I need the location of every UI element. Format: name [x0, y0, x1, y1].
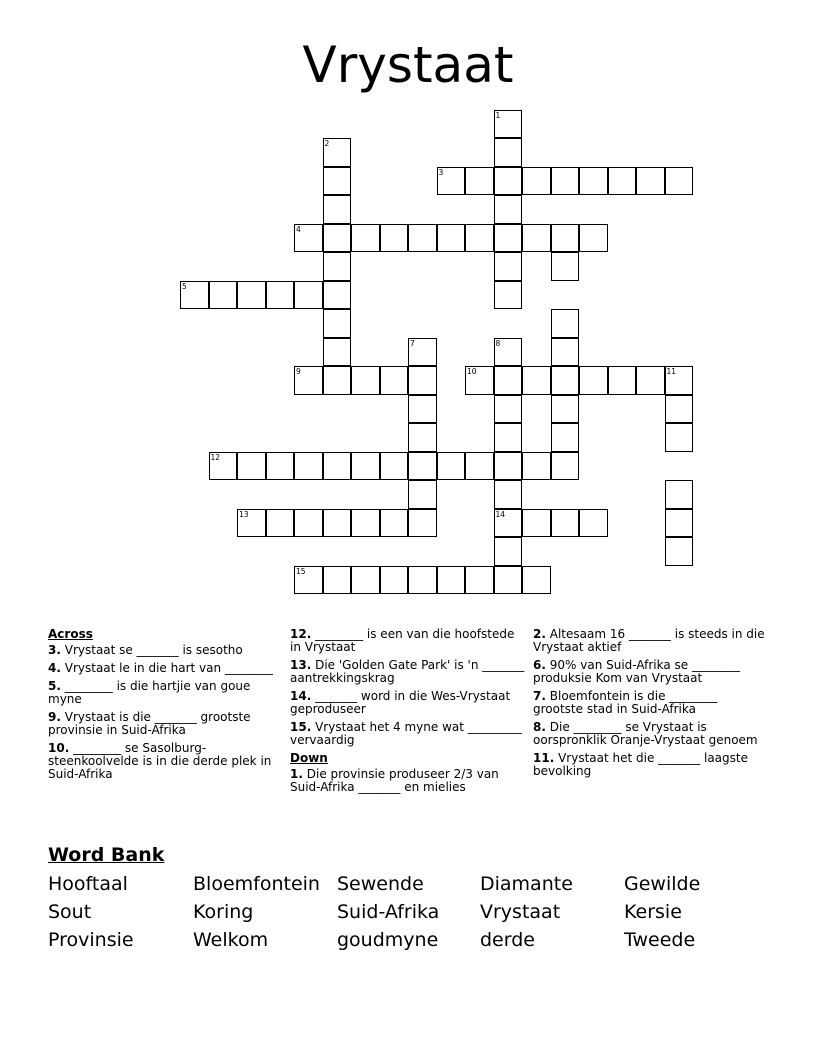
grid-cell[interactable] — [380, 509, 409, 538]
grid-cell[interactable] — [551, 366, 580, 395]
grid-cell[interactable] — [237, 509, 266, 538]
grid-cell[interactable] — [522, 566, 551, 595]
grid-cell[interactable] — [408, 566, 437, 595]
grid-cell[interactable] — [351, 452, 380, 481]
clue-text: Vrystaat het die _______ laagste bevolking — [533, 751, 748, 778]
grid-cell[interactable] — [209, 452, 238, 481]
grid-cell[interactable] — [351, 566, 380, 595]
clue-text: Altesaam 16 _______ is steeds in die Vrystaat aktief — [533, 627, 765, 654]
down-heading: Down — [290, 751, 328, 765]
grid-cell[interactable] — [323, 509, 352, 538]
word-bank-item: Welkom — [193, 929, 269, 951]
cell-number: 8 — [495, 338, 501, 348]
clue-down-6 — [533, 659, 769, 685]
clue-text: ________ se Sasolburg-steenkoolvelde is in die derde plek in Suid-Afrika — [48, 741, 272, 781]
grid-cell[interactable] — [294, 452, 323, 481]
word-bank-item: Bloemfontein — [193, 873, 320, 895]
word-bank-item: Tweede — [624, 929, 696, 951]
grid-cell[interactable] — [437, 566, 466, 595]
clue-text: Vrystaat het 4 myne wat _________ vervaardig — [290, 720, 522, 747]
clue-text: 90% van Suid-Afrika se ________ produksie Kom van Vrystaat — [533, 658, 740, 685]
grid-cell[interactable] — [551, 252, 580, 281]
cell-number: 14 — [495, 509, 506, 519]
grid-cell[interactable] — [323, 566, 352, 595]
grid-cell[interactable] — [494, 167, 523, 196]
word-bank-item: Provinsie — [48, 929, 134, 951]
word-bank-title: Word Bank — [48, 844, 165, 866]
grid-cell[interactable] — [494, 537, 523, 566]
clue-down-7 — [533, 690, 769, 716]
clue-number: 10. — [48, 741, 70, 755]
word-bank-item: Vrystaat — [480, 901, 561, 923]
grid-cell[interactable] — [323, 195, 352, 224]
grid-cell[interactable] — [408, 338, 437, 367]
clue-across-9 — [48, 711, 284, 737]
cell-number: 4 — [296, 224, 301, 234]
grid-cell[interactable] — [437, 167, 466, 196]
grid-cell[interactable] — [665, 167, 694, 196]
clue-number: 2. — [533, 627, 546, 641]
cell-number: 9 — [296, 367, 301, 376]
grid-cell[interactable] — [551, 423, 580, 452]
across-heading: Across — [48, 627, 93, 641]
grid-cell[interactable] — [551, 224, 580, 253]
grid-cell[interactable] — [522, 366, 551, 395]
grid-cell[interactable] — [522, 452, 551, 481]
grid-cell[interactable] — [465, 566, 494, 595]
grid-cell[interactable] — [494, 423, 523, 452]
grid-cell[interactable] — [408, 423, 437, 452]
grid-cell[interactable] — [494, 566, 523, 595]
clue-text: ________ is die hartjie van goue myne — [48, 679, 251, 706]
clue-text: Vrystaat le in die hart van ________ — [64, 661, 273, 675]
grid-cell[interactable] — [408, 452, 437, 481]
word-bank-item: Kersie — [624, 901, 682, 923]
grid-cell[interactable] — [551, 452, 580, 481]
grid-cell[interactable] — [665, 366, 694, 395]
grid-cell[interactable] — [380, 366, 409, 395]
grid-cell[interactable] — [494, 366, 523, 395]
clue-number: 15. — [290, 720, 312, 734]
grid-cell[interactable] — [665, 423, 694, 452]
grid-cell[interactable] — [323, 366, 352, 395]
clue-text: Die ________ se Vrystaat is oorspronklik Oranje-Vrystaat genoem — [533, 720, 758, 747]
clue-number: 1. — [290, 767, 303, 781]
clue-across-12 — [290, 628, 526, 654]
grid-cell[interactable] — [551, 509, 580, 538]
grid-cell[interactable] — [408, 224, 437, 253]
grid-cell[interactable] — [351, 224, 380, 253]
clue-number: 3. — [48, 643, 61, 657]
grid-cell[interactable] — [465, 366, 494, 395]
grid-cell[interactable] — [408, 395, 437, 424]
grid-cell[interactable] — [408, 366, 437, 395]
grid-cell[interactable] — [551, 167, 580, 196]
clue-across-13 — [290, 659, 526, 685]
cell-number: 10 — [467, 367, 477, 376]
grid-cell[interactable] — [323, 309, 352, 338]
grid-cell[interactable] — [351, 509, 380, 538]
grid-cell[interactable] — [522, 224, 551, 253]
grid-cell[interactable] — [551, 309, 580, 338]
grid-cell[interactable] — [636, 366, 665, 395]
clue-number: 8. — [533, 720, 546, 734]
grid-cell[interactable] — [351, 366, 380, 395]
clue-number: 11. — [533, 751, 555, 765]
clue-number: 5. — [48, 679, 61, 693]
grid-cell[interactable] — [465, 452, 494, 481]
clue-across-14 — [290, 690, 526, 716]
grid-cell[interactable] — [266, 452, 295, 481]
grid-cell[interactable] — [579, 167, 608, 196]
clue-text: Vrystaat se _______ is sesotho — [64, 643, 243, 657]
grid-cell[interactable] — [494, 281, 523, 310]
grid-cell[interactable] — [551, 395, 580, 424]
grid-cell[interactable] — [494, 395, 523, 424]
clues-column-2 — [290, 628, 526, 799]
grid-cell[interactable] — [579, 224, 608, 253]
cell-number: 7 — [410, 338, 415, 348]
clues-column-1 — [48, 628, 284, 786]
grid-cell[interactable] — [522, 167, 551, 196]
word-bank-item: Suid-Afrika — [337, 901, 440, 923]
grid-cell[interactable] — [323, 281, 352, 310]
cell-number: 5 — [182, 281, 187, 291]
grid-cell[interactable] — [209, 281, 238, 310]
word-bank-item: derde — [480, 929, 535, 951]
cell-number: 11 — [666, 367, 677, 376]
cell-number: 12 — [210, 452, 221, 462]
clue-down-2 — [533, 628, 769, 654]
grid-cell[interactable] — [494, 110, 523, 139]
grid-cell[interactable] — [180, 281, 209, 310]
grid-cell[interactable] — [608, 167, 637, 196]
grid-cell[interactable] — [294, 281, 323, 310]
grid-cell[interactable] — [437, 224, 466, 253]
grid-cell[interactable] — [665, 509, 694, 538]
grid-cell[interactable] — [380, 452, 409, 481]
grid-cell[interactable] — [665, 537, 694, 566]
grid-cell[interactable] — [323, 224, 352, 253]
grid-cell[interactable] — [294, 509, 323, 538]
grid-cell[interactable] — [636, 167, 665, 196]
word-bank-item: Koring — [193, 901, 254, 923]
grid-cell[interactable] — [551, 338, 580, 367]
clue-across-5 — [48, 680, 284, 706]
grid-cell[interactable] — [608, 366, 637, 395]
grid-cell[interactable] — [494, 480, 523, 509]
word-bank-item: Diamante — [480, 873, 573, 895]
grid-cell[interactable] — [465, 224, 494, 253]
grid-cell[interactable] — [323, 452, 352, 481]
grid-cell[interactable] — [437, 452, 466, 481]
clue-number: 7. — [533, 689, 546, 703]
grid-cell[interactable] — [323, 138, 352, 167]
grid-cell[interactable] — [665, 480, 694, 509]
grid-cell[interactable] — [266, 281, 295, 310]
clue-text: Vrystaat is die _______ grootste provinsie in Suid-Afrika — [48, 710, 251, 737]
grid-cell[interactable] — [323, 338, 352, 367]
grid-cell[interactable] — [237, 452, 266, 481]
word-bank-item: Sout — [48, 901, 92, 923]
clue-text: Bloemfontein is die ________ grootste stad in Suid-Afrika — [533, 689, 718, 716]
grid-cell[interactable] — [665, 395, 694, 424]
word-bank-item: Sewende — [337, 873, 424, 895]
grid-cell[interactable] — [408, 480, 437, 509]
cell-number: 1 — [495, 110, 501, 120]
word-bank-item: goudmyne — [337, 929, 439, 951]
grid-cell[interactable] — [494, 224, 523, 253]
grid-cell[interactable] — [294, 224, 323, 253]
word-bank-item: Gewilde — [624, 873, 701, 895]
grid-cell[interactable] — [522, 509, 551, 538]
cell-number: 13 — [239, 509, 249, 519]
clue-across-15 — [290, 721, 526, 747]
grid-cell[interactable] — [494, 195, 523, 224]
clue-text: _______ word in die Wes-Vrystaat geproduseer — [290, 689, 511, 716]
grid-cell[interactable] — [579, 509, 608, 538]
grid-cell[interactable] — [237, 281, 266, 310]
grid-cell[interactable] — [380, 566, 409, 595]
clue-down-11 — [533, 752, 769, 778]
grid-cell[interactable] — [494, 509, 523, 538]
clue-down-1 — [290, 768, 526, 794]
clue-number: 12. — [290, 627, 312, 641]
grid-cell[interactable] — [323, 252, 352, 281]
grid-cell[interactable] — [380, 224, 409, 253]
grid-cell[interactable] — [494, 452, 523, 481]
clue-text: Die 'Golden Gate Park' is 'n _______ aantrekkingskrag — [290, 658, 525, 685]
clue-number: 13. — [290, 658, 312, 672]
word-bank-item: Hooftaal — [48, 873, 128, 895]
clue-down-8 — [533, 721, 769, 747]
clue-number: 9. — [48, 710, 61, 724]
grid-cell[interactable] — [465, 167, 494, 196]
clues-column-3 — [533, 628, 769, 783]
clue-across-4 — [48, 662, 284, 675]
grid-cell[interactable] — [494, 138, 523, 167]
cell-number: 2 — [324, 139, 330, 148]
clue-across-3 — [48, 644, 284, 657]
grid-cell[interactable] — [323, 167, 352, 196]
clue-number: 4. — [48, 661, 61, 675]
grid-cell[interactable] — [266, 509, 295, 538]
grid-cell[interactable] — [294, 366, 323, 395]
grid-cell[interactable] — [494, 252, 523, 281]
puzzle-title: Vrystaat — [302, 36, 514, 94]
clue-number: 6. — [533, 658, 546, 672]
grid-cell[interactable] — [494, 338, 523, 367]
grid-cell[interactable] — [579, 366, 608, 395]
grid-cell[interactable] — [294, 566, 323, 595]
cell-number: 15 — [296, 566, 306, 576]
cell-number: 3 — [438, 167, 444, 177]
clue-across-10 — [48, 742, 284, 781]
grid-cell[interactable] — [408, 509, 437, 538]
clue-number: 14. — [290, 689, 312, 703]
clue-text: ________ is een van die hoofstede in Vrystaat — [290, 627, 515, 654]
clue-text: Die provinsie produseer 2/3 van Suid-Afrika _______ en mielies — [290, 767, 499, 794]
